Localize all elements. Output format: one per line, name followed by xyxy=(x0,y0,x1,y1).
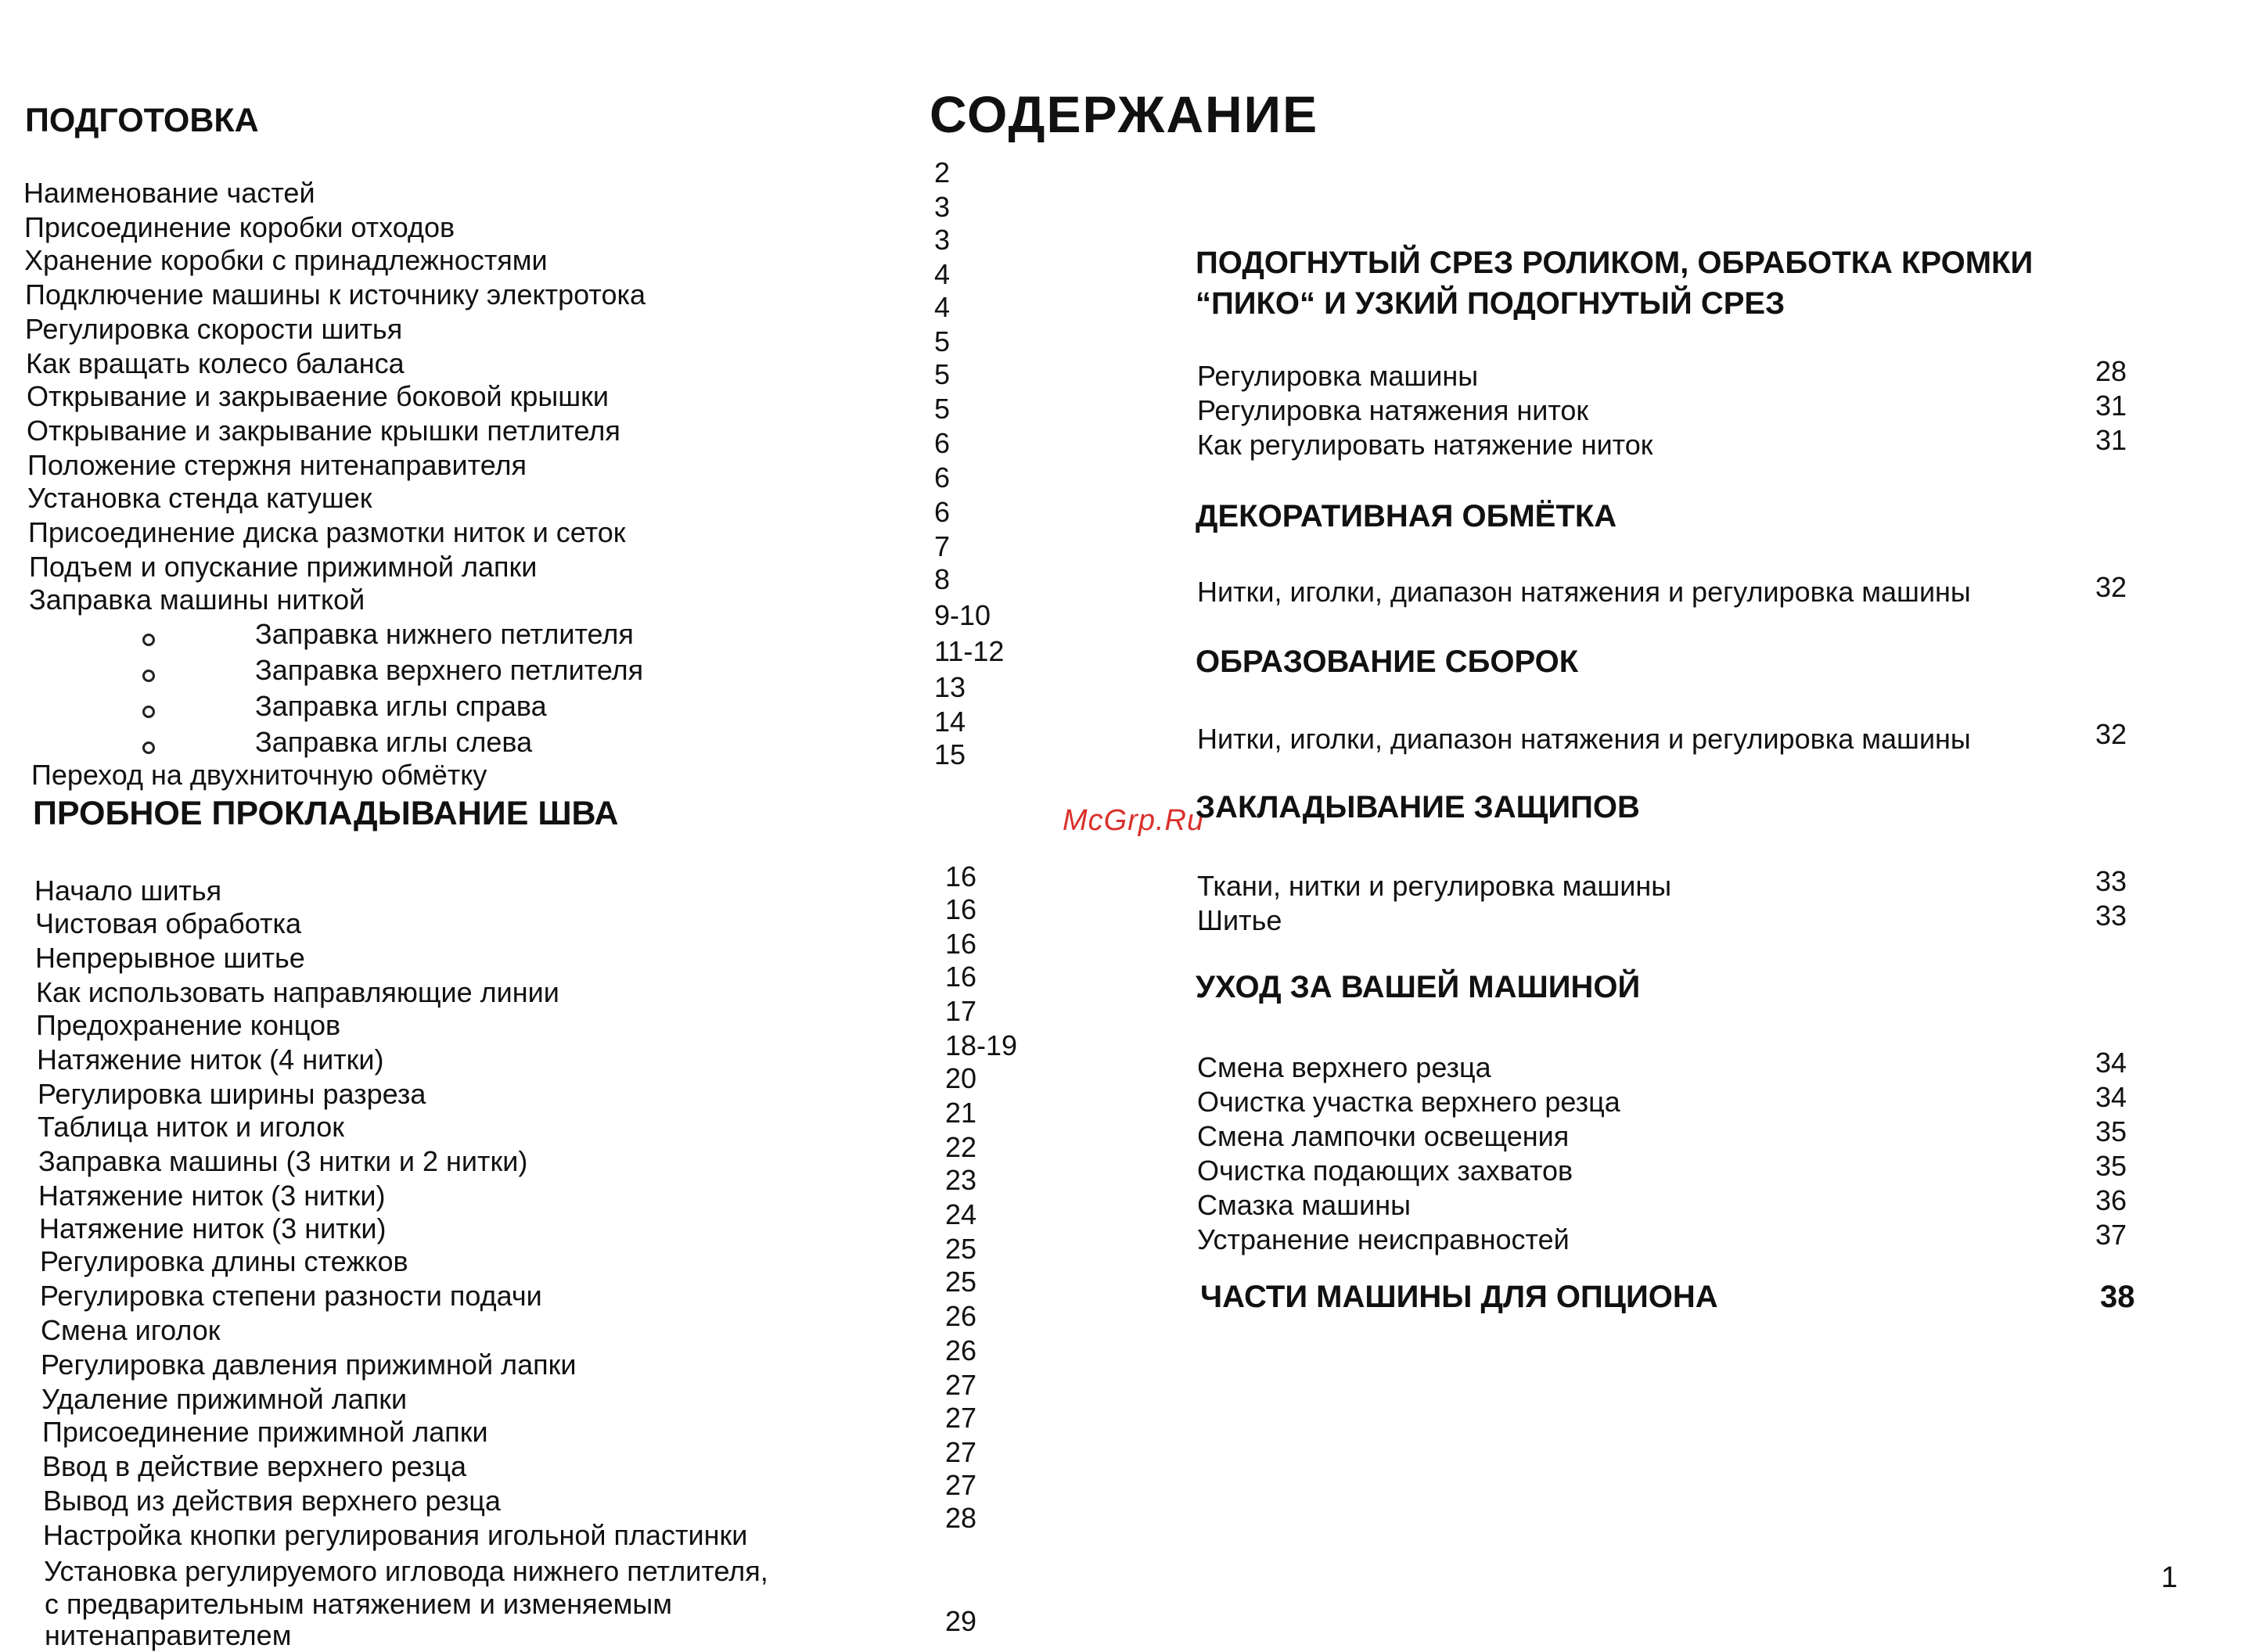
toc-entry-page: 6 xyxy=(934,496,951,528)
toc-entry-page: 6 xyxy=(934,427,951,459)
heading-line: “ПИКО“ И УЗКИЙ ПОДОГНУТЫЙ СРЕЗ xyxy=(1196,286,1786,321)
toc-entry-page: 27 xyxy=(945,1436,977,1468)
toc-entry-label: Начало шитья xyxy=(34,874,222,907)
toc-entry-page: 17 xyxy=(945,995,977,1027)
toc-entry-page: 16 xyxy=(945,893,977,925)
toc-entry-label: Установка регулируемого игловода нижнего петлителя, xyxy=(44,1555,768,1587)
toc-entry-page: 23 xyxy=(945,1164,977,1196)
toc-entry-page: 16 xyxy=(945,928,977,960)
toc-entry-page: 22 xyxy=(945,1131,977,1163)
toc-entry xyxy=(1197,424,2144,463)
toc-entry-page: 25 xyxy=(945,1266,977,1298)
toc-entry-label: Открывание и закрываение боковой крышки xyxy=(27,380,610,412)
toc-entry-page: 16 xyxy=(945,961,977,993)
toc-entry-label: нитенаправителем xyxy=(45,1619,292,1651)
toc-entry-page: 32 xyxy=(2095,571,2127,603)
toc-entry-label: Заправка нижнего петлителя xyxy=(255,618,634,650)
toc-entry-label: Регулировка длины стежков xyxy=(40,1245,408,1277)
toc-entry-page: 16 xyxy=(945,860,977,892)
toc-entry-label: Открывание и закрывание крышки петлителя xyxy=(27,415,620,447)
toc-entry-page: 7 xyxy=(934,530,951,562)
page-number: 1 xyxy=(2161,1561,2178,1594)
toc-entry-page: 33 xyxy=(2095,865,2127,897)
bullet-icon xyxy=(142,742,155,754)
toc-entry-label: Регулировка скорости шитья xyxy=(25,313,403,345)
toc-entry-page: 18-19 xyxy=(945,1029,1018,1061)
toc-entry-label: Регулировка машины xyxy=(1197,360,1479,392)
toc-entry-label: Нитки, иголки, диапазон натяжения и регулировка машины xyxy=(1197,576,1971,608)
toc-entry-label: Шитье xyxy=(1197,904,1282,936)
toc-entry-label: Натяжение ниток (4 нитки) xyxy=(37,1043,384,1076)
toc-entry-label: Удаление прижимной лапки xyxy=(41,1383,408,1415)
toc-entry-optional-parts xyxy=(1200,1280,2147,1323)
toc-entry-label: Переход на двухниточную обмётку xyxy=(31,759,487,791)
toc-entry-page: 38 xyxy=(2100,1280,2135,1314)
toc-entry-label: Предохранение концов xyxy=(36,1009,341,1041)
toc-entry-label: Положение стержня нитенаправителя xyxy=(27,449,527,481)
toc-entry-page: 34 xyxy=(2095,1047,2127,1079)
toc-entry-page: 5 xyxy=(934,393,951,425)
toc-entry-page: 20 xyxy=(945,1062,977,1094)
section-heading-gathering: ОБРАЗОВАНИЕ СБОРОК xyxy=(1196,645,1579,679)
section-heading-maintenance: УХОД ЗА ВАШЕЙ МАШИНОЙ xyxy=(1196,970,1641,1004)
page-title: СОДЕРЖАНИЕ xyxy=(930,85,1319,143)
toc-entry-label: Наименование частей xyxy=(23,177,315,209)
toc-entry-page: 26 xyxy=(945,1300,977,1332)
toc-entry-page: 11-12 xyxy=(934,635,1005,667)
toc-entry xyxy=(1197,571,2144,610)
toc-entry-page: 13 xyxy=(934,671,966,703)
toc-entry-page: 4 xyxy=(934,258,951,290)
section-heading-rolled-hem xyxy=(1196,242,2033,324)
toc-entry-page: 35 xyxy=(2095,1115,2127,1147)
toc-entry-page: 31 xyxy=(2095,424,2127,456)
toc-entry-page: 15 xyxy=(934,738,966,770)
bullet-icon xyxy=(142,634,155,646)
toc-entry-page: 31 xyxy=(2095,390,2127,422)
toc-entry-page: 24 xyxy=(945,1198,977,1230)
toc-entry-page: 27 xyxy=(945,1402,977,1434)
toc-entry xyxy=(1197,1219,2144,1258)
toc-entry-page: 4 xyxy=(934,291,951,323)
toc-entry xyxy=(1197,355,2144,394)
toc-entry-page: 29 xyxy=(945,1605,977,1637)
toc-entry xyxy=(1197,1115,2144,1155)
toc-entry-label: Непрерывное шитье xyxy=(35,942,305,974)
toc-entry-label: Смена лампочки освещения xyxy=(1197,1120,1570,1152)
toc-entry-page: 8 xyxy=(934,563,951,595)
toc-entry-label: Подключение машины к источнику электротока xyxy=(25,278,646,311)
toc-entry-page: 14 xyxy=(934,706,966,738)
toc-entry-label: Как вращать колесо баланса xyxy=(26,347,405,379)
toc-entry-label: Заправка верхнего петлителя xyxy=(255,654,644,686)
toc-entry-label: Очистка участка верхнего резца xyxy=(1197,1086,1620,1118)
toc-entry-label: Как использовать направляющие линии xyxy=(36,976,559,1008)
toc-entry-label: Заправка машины (3 нитки и 2 нитки) xyxy=(38,1145,528,1177)
toc-entry xyxy=(1197,1047,2144,1086)
toc-entry-label: Устранение неисправностей xyxy=(1197,1223,1570,1255)
toc-entry-label: Присоединение диска размотки ниток и сеток xyxy=(28,516,626,548)
toc-entry-page: 2 xyxy=(934,156,951,189)
toc-entry-page: 26 xyxy=(945,1334,977,1366)
toc-entry xyxy=(1197,718,2144,757)
toc-entry-label: Присоединение прижимной лапки xyxy=(42,1416,488,1448)
toc-entry-page: 35 xyxy=(2095,1150,2127,1182)
toc-entry xyxy=(1197,900,2144,939)
toc-entry-label: Смена иголок xyxy=(41,1314,221,1346)
toc-entry xyxy=(1197,865,2144,904)
toc-entry-page: 21 xyxy=(945,1097,977,1129)
toc-entry xyxy=(1197,1184,2144,1223)
toc-entry-label: Смазка машины xyxy=(1197,1189,1411,1221)
toc-entry-page: 28 xyxy=(2095,355,2127,387)
toc-entry-label: Присоединение коробки отходов xyxy=(24,211,455,243)
toc-entry-page: 37 xyxy=(2095,1219,2127,1251)
section-heading-test-seam: ПРОБНОЕ ПРОКЛАДЫВАНИЕ ШВА xyxy=(33,795,619,832)
toc-entry-label: Настройка кнопки регулирования игольной пластинки xyxy=(43,1519,748,1551)
toc-entry-label: Хранение коробки с принадлежностями xyxy=(24,244,548,276)
toc-entry-page: 33 xyxy=(2095,900,2127,932)
toc-entry-page: 9-10 xyxy=(934,599,991,631)
toc-entry-label: Натяжение ниток (3 нитки) xyxy=(39,1212,387,1244)
toc-entry-label: ЧАСТИ МАШИНЫ ДЛЯ ОПЦИОНА xyxy=(1200,1280,1718,1314)
toc-entry-label: Как регулировать натяжение ниток xyxy=(1197,429,1653,461)
toc-entry-label: Таблица ниток и иголок xyxy=(38,1111,344,1143)
toc-entry-label: Заправка иглы справа xyxy=(255,690,547,722)
toc-entry-label: Заправка машины ниткой xyxy=(29,584,365,616)
toc-entry-label: Натяжение ниток (3 нитки) xyxy=(38,1180,386,1212)
section-heading-pintucks: ЗАКЛАДЫВАНИЕ ЗАЩИПОВ xyxy=(1196,790,1640,824)
toc-entry-page: 3 xyxy=(934,191,951,223)
toc-entry xyxy=(1197,1150,2144,1189)
toc-entry-label: Заправка иглы слева xyxy=(255,726,533,758)
toc-entry-page: 3 xyxy=(934,224,951,256)
toc-entry-page: 28 xyxy=(945,1502,977,1534)
toc-entry-page: 32 xyxy=(2095,718,2127,750)
heading-line: ПОДОГНУТЫЙ СРЕЗ РОЛИКОМ, ОБРАБОТКА КРОМКИ xyxy=(1196,246,2034,280)
toc-entry-label: Очистка подающих захватов xyxy=(1197,1155,1573,1187)
toc-entry-page: 5 xyxy=(934,325,951,357)
toc-entry-label: Нитки, иголки, диапазон натяжения и регулировка машины xyxy=(1197,723,1971,755)
toc-entry-label: Ввод в действие верхнего резца xyxy=(42,1450,467,1482)
toc-entry-label: Чистовая обработка xyxy=(35,907,302,939)
toc-entry-label: Ткани, нитки и регулировка машины xyxy=(1197,870,1672,902)
toc-entry-label: Установка стенда катушек xyxy=(27,482,372,514)
toc-entry-label: Регулировка ширины разреза xyxy=(38,1078,426,1110)
toc-entry-label: Регулировка натяжения ниток xyxy=(1197,394,1589,426)
toc-entry xyxy=(1197,390,2144,429)
section-heading-decorative: ДЕКОРАТИВНАЯ ОБМЁТКА xyxy=(1196,499,1617,533)
toc-entry-page: 27 xyxy=(945,1469,977,1501)
toc-entry-page: 6 xyxy=(934,461,951,494)
toc-entry-page: 25 xyxy=(945,1233,977,1265)
toc-entry xyxy=(1197,1081,2144,1120)
toc-entry-label: с предварительным натяжением и изменяемым xyxy=(45,1588,673,1620)
toc-entry-page: 36 xyxy=(2095,1184,2127,1216)
bullet-icon xyxy=(142,670,155,682)
toc-entry-label: Регулировка степени разности подачи xyxy=(40,1280,542,1312)
toc-entry-page: 5 xyxy=(934,358,951,390)
bullet-icon xyxy=(142,706,155,718)
section-heading-preparation: ПОДГОТОВКА xyxy=(25,102,259,139)
toc-entry-page: 27 xyxy=(945,1369,977,1401)
toc-entry-label: Подъем и опускание прижимной лапки xyxy=(29,551,538,583)
toc-entry-label: Регулировка давления прижимной лапки xyxy=(41,1349,577,1381)
toc-entry-label: Смена верхнего резца xyxy=(1197,1051,1491,1083)
watermark: McGrp.Ru xyxy=(1063,804,1205,837)
toc-entry-page: 34 xyxy=(2095,1081,2127,1113)
toc-entry-label: Вывод из действия верхнего резца xyxy=(43,1485,501,1517)
